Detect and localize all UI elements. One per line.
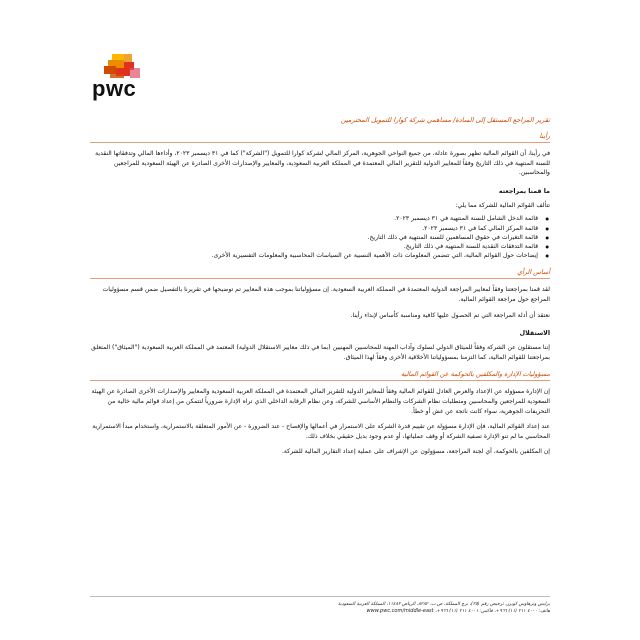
independence-heading: الاستقلال [519,330,550,338]
list-item: ● إيضاحات حول القوائم المالية، التي تتضمن المعلومات ذات الأهمية النسبية عن السياسات المحاسبية والمعلومات التفسيرية الأخرى. [90,251,538,260]
footer-contact [90,608,550,615]
basis-heading: أساس الرأي [90,268,550,279]
responsibilities-heading: مسؤوليات الإدارة والمكلفين بالحوكمة عن القوائم المالية [90,370,550,381]
audited-intro: تتألف القوائم المالية للشركة مما يلي: [455,201,550,209]
responsibilities-body-3: إن المكلفين بالحوكمة، أي لجنة المراجعة، مسؤولون عن الإشراف على عملية إعداد التقارير المالية للشركة. [281,448,550,456]
audited-heading: ما قمنا بمراجعته [498,187,550,195]
basis-body: لقد قمنا بمراجعتنا وفقاً لمعايير المراجعة الدولية المعتمدة في المملكة العربية السعودية. إن مسؤولياتنا بموجب هذه المعايير تم توضيحها في تقريرنا بالتفصيل ضمن قسم مسؤوليات المراجع حول مراجعة القوائم المالية. [102,286,550,303]
list-item: ● قائمة التدفقات النقدية للسنة المنتهية في ذلك التاريخ. [90,242,538,251]
report-title: تقرير المراجع المستقل إلى السادة/ مساهمي شركة كوارا للتمويل المحترمين [340,116,550,124]
basis-evidence: نعتقد أن أدلة المراجعة التي تم الحصول عليها كافية ومناسبة كأساس لإبداء رأينا. [350,311,550,319]
list-item: ● قائمة التغيرات في حقوق المساهمين للسنة المنتهية في ذلك التاريخ. [90,233,538,242]
report-body [90,112,550,457]
list-item: ● قائمة المركز المالي كما في ٣١ ديسمبر ٢٠٢٣. [90,224,538,233]
opinion-body: في رأينا، أن القوائم المالية تظهر بصورة عادلة، من جميع النواحي الجوهرية، المركز المالي لشركة كوارا للتمويل ("الشركة") كما في ٣١ ديسمبر ٢٠٢٣، وأداءها المالي وتدفقاتها النقدية للسنة المنتهية في ذلك التاريخ وفقاً للمعايير الدولية للتقرير المالي المعتمدة في المملكة العربية السعودية، والمعايير والإصدارات الأخرى الصادرة عن الهيئة السعودية للمراجعين والمحاسبين. [95,150,550,177]
independence-body: إننا مستقلون عن الشركة وفقاً للميثاق الدولي لسلوك وآداب المهنة للمحاسبين المهنيين (بما في ذلك معايير الاستقلال الدولية) المعتمد في المملكة العربية السعودية ("الميثاق") المتعلق بمراجعتنا للقوائم المالية، كما التزمنا بمسؤولياتنا الأخلاقية الأخرى وفقاً لهذا الميثاق. [91,344,550,361]
footer-address: برايس وترهاوس كوبرز، ترخيص رقم (٢٥)، برج المملكة، ص.ب. ٨٢٨٢، الرياض ١١٤٨٢، المملكة العربية السعودية [338,602,550,607]
footer-phone-fax: هاتف: ٤٠٠٠ ٢١١ (١١) ٩٦٦+، فاكس: ٤٠٠١ ٢١١ (١١) ٩٦٦+، [435,609,550,614]
responsibilities-body-2: عند إعداد القوائم المالية، فإن الإدارة مسؤولة عن تقييم قدرة الشركة على الاستمرار في أعمالها والإفصاح - عند الضرورة - عن الأمور المتعلقة بالاستمرارية، واستخدام مبدأ الاستمرارية المحاسبي ما لم تنو الإدارة تصفية الشركة أو وقف عملياتها، أو عدم وجود بديل حقيقي بخلاف ذلك. [92,423,550,440]
list-item: ● قائمة الدخل الشامل للسنة المنتهية في ٣١ ديسمبر ٢٠٢٣. [90,214,538,223]
opinion-heading: رأينا [90,132,550,143]
responsibilities-body-1: إن الإدارة مسؤولة عن الإعداد والعرض العادل للقوائم المالية وفقاً للمعايير الدولية للتقرير المالي المعتمدة في المملكة العربية السعودية والمعايير والإصدارات الأخرى الصادرة عن الهيئة السعودية للمراجعين والمحاسبين ومتطلبات نظام الشركات والنظام الأساسي للشركة، وعن نظام الرقابة الداخلي الذي تراه الإدارة ضرورياً لتتمكن من إعداد قوائم مالية خالية من التحريفات الجوهرية، سواء كانت ناتجة عن غش أو خطأ. [91,388,550,415]
audited-list [90,214,550,260]
page-footer [90,596,550,615]
footer-website-link[interactable]: www.pwc.com/middle-east [366,608,434,614]
pwc-logo-text: pwc [92,76,137,101]
